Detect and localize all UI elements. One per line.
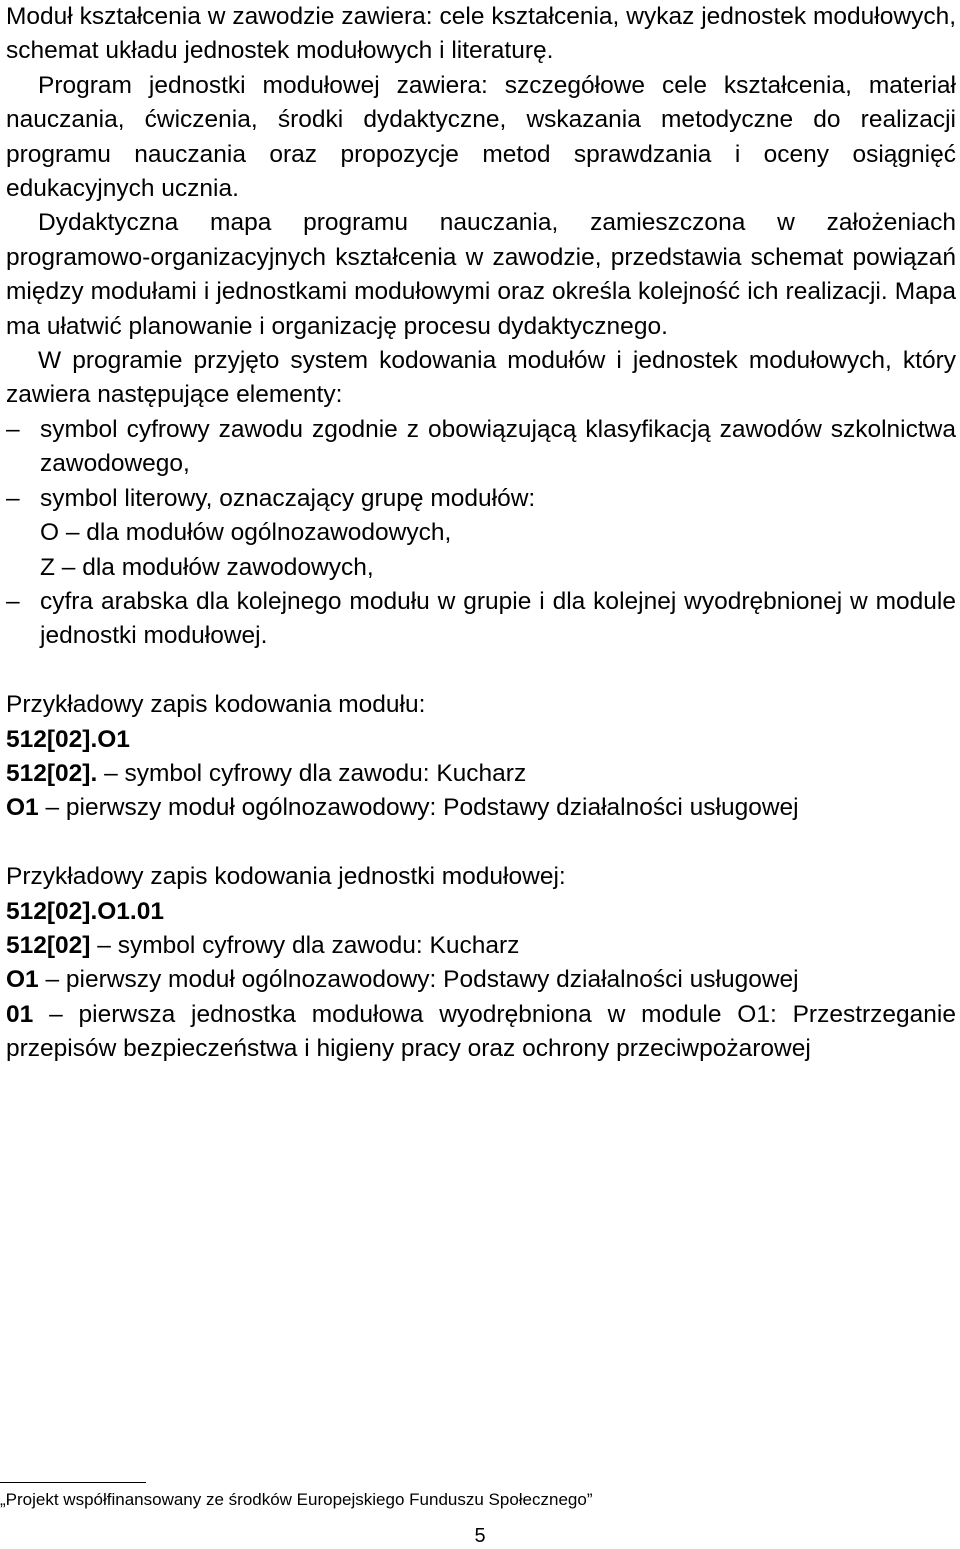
code-fragment: 512[02]: [6, 931, 91, 959]
page-number: 5: [474, 1525, 486, 1547]
example2-line1: [6, 929, 956, 963]
example1-code: 512[02].O1: [6, 725, 130, 753]
code-fragment: 512[02].: [6, 759, 98, 787]
footer-rule: [0, 1482, 146, 1483]
example1-line1: [6, 757, 956, 791]
example1-line2: [6, 791, 956, 825]
list-subitem-z: [6, 551, 956, 585]
code-description: – pierwszy moduł ogólnozawodowy: Podstawy działalności usługowej: [38, 966, 799, 994]
example1-heading: Przykładowy zapis kodowania modułu:: [6, 691, 426, 719]
list-item-text: symbol cyfrowy zawodu zgodnie z obowiązującą klasyfikacją zawodów szkolnictwa zawodowego,: [40, 415, 956, 478]
list-item-text: symbol literowy, oznaczający grupę modułów:: [40, 484, 536, 512]
code-fragment: O1: [6, 794, 39, 822]
list-subitem-text: Z – dla modułów zawodowych,: [40, 553, 374, 581]
code-description: – symbol cyfrowy dla zawodu: Kucharz: [97, 759, 527, 787]
footer-funding-note: „Projekt współfinansowany ze środków Europejskiego Funduszu Społecznego”: [0, 1490, 593, 1509]
paragraph-coding-system: W programie przyjęto system kodowania modułów i jednostek modułowych, który zawiera następujące elementy:: [6, 347, 956, 409]
list-item-arabic-digit: [6, 585, 956, 654]
spacer: [6, 654, 956, 688]
code-fragment: 01: [6, 1000, 34, 1028]
example2-code: 512[02].O1.01: [6, 897, 164, 925]
list-subitem-o: [6, 516, 956, 550]
dash-bullet: –: [6, 484, 20, 512]
list-subitem-text: O – dla modułów ogólnozawodowych,: [40, 519, 452, 547]
code-fragment: O1: [6, 966, 39, 994]
paragraph-module-description: Moduł kształcenia w zawodzie zawiera: cele kształcenia, wykaz jednostek modułowych, schemat układu jednostek modułowych i literaturę.: [6, 3, 956, 65]
dash-bullet: –: [6, 587, 20, 615]
code-description: – pierwsza jednostka modułowa wyodrębniona w module O1: Przestrzeganie przepisów bezpieczeństwa i higieny pracy oraz ochrony przeciwpożarowej: [6, 1000, 956, 1063]
code-description: – symbol cyfrowy dla zawodu: Kucharz: [90, 931, 520, 959]
example2-heading: Przykładowy zapis kodowania jednostki modułowej:: [6, 863, 566, 891]
dash-bullet: –: [6, 415, 20, 443]
example2-line3: [6, 998, 956, 1067]
list-item-letter-symbol: [6, 482, 956, 516]
paragraph-unit-program: Program jednostki modułowej zawiera: szczegółowe cele kształcenia, materiał nauczania, ćwiczenia, środki dydaktyczne, wskazania metodyczne do realizacji programu nauczania oraz propozycje metod sprawdzania i oceny osiągnięć edukacyjnych ucznia.: [6, 71, 956, 203]
paragraph-didactic-map: Dydaktyczna mapa programu nauczania, zamieszczona w założeniach programowo-organizacyjnych kształcenia w zawodzie, przedstawia schemat powiązań między modułami i jednostkami modułowymi oraz określa kolejność ich realizacji. Mapa ma ułatwić planowanie i organizację procesu dydaktycznego.: [6, 209, 956, 340]
spacer: [6, 826, 956, 860]
document-page: [6, 0, 956, 1067]
code-description: – pierwszy moduł ogólnozawodowy: Podstawy działalności usługowej: [38, 794, 799, 822]
list-item-text: cyfra arabska dla kolejnego modułu w grupie i dla kolejnej wyodrębnionej w module jednostki modułowej.: [40, 587, 956, 650]
list-item-digit-symbol: [6, 413, 956, 482]
example2-line2: [6, 963, 956, 997]
